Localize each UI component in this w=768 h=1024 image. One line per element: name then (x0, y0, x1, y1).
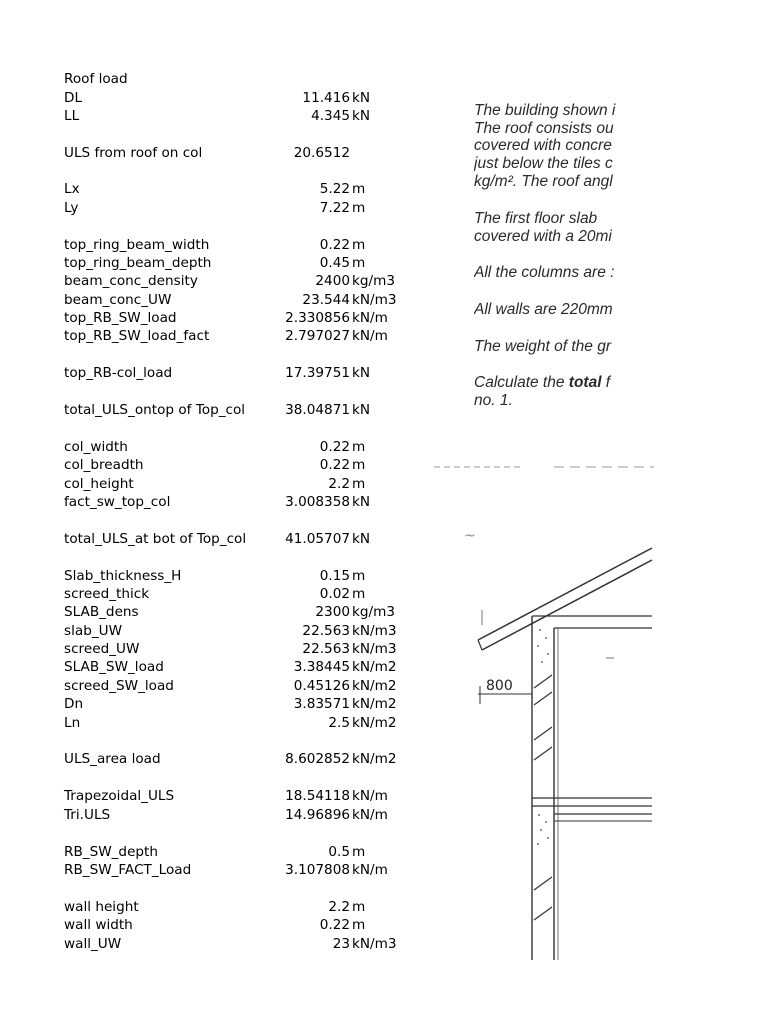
row-unit: m (352, 568, 366, 584)
row-value: 2400 (315, 273, 350, 289)
row-value: 5.22 (319, 181, 350, 197)
row-unit: kN (352, 531, 371, 547)
row-unit: kN/m3 (352, 292, 397, 308)
row-label: RB_SW_depth (64, 844, 159, 860)
row-value: 0.22 (319, 917, 350, 933)
scan-line-calculate: Calculate the total f (474, 374, 611, 391)
row-label: Ly (64, 200, 79, 216)
row-label: Lx (64, 181, 80, 197)
scan-line: All walls are 220mm (474, 301, 613, 318)
scan-line: The weight of the gr (474, 338, 611, 355)
row-unit: kN/m2 (352, 751, 397, 767)
row-value: 0.22 (319, 237, 350, 253)
calc-row (0, 640, 420, 658)
row-label: Trapezoidal_ULS (64, 788, 175, 804)
row-unit: kN (352, 108, 371, 124)
row-label: top_ring_beam_width (64, 237, 210, 253)
scan-line: The building shown i (474, 102, 616, 119)
row-value: 0.02 (319, 586, 350, 602)
calc-row (0, 272, 420, 290)
row-label: SLAB_SW_load (64, 659, 164, 675)
calc-row (0, 806, 420, 824)
row-value: 0.22 (319, 439, 350, 455)
calc-row (0, 309, 420, 327)
row-label: Roof load (64, 71, 128, 87)
calc-row (0, 603, 420, 621)
row-unit: m (352, 237, 366, 253)
row-unit: kN/m2 (352, 678, 397, 694)
row-label: total_ULS_ontop of Top_col (64, 402, 246, 418)
row-label: col_height (64, 476, 134, 492)
row-value: 2.5 (328, 715, 350, 731)
row-label: total_ULS_at bot of Top_col (64, 531, 247, 547)
row-label: LL (64, 108, 80, 124)
row-value: 22.563 (302, 623, 350, 639)
row-unit: m (352, 439, 366, 455)
row-label: beam_conc_density (64, 273, 198, 289)
row-unit: kN/m (352, 788, 388, 804)
row-value: 17.39751 (285, 365, 350, 381)
row-unit: m (352, 899, 366, 915)
row-value: 0.45126 (293, 678, 350, 694)
scan-line: The roof consists ou (474, 120, 614, 137)
row-unit: kN (352, 90, 371, 106)
row-unit: m (352, 200, 366, 216)
row-unit: m (352, 457, 366, 473)
row-value: 2.2 (328, 476, 350, 492)
dimension-label: 800 (486, 678, 513, 694)
row-value: 22.563 (302, 641, 350, 657)
row-unit: kN/m2 (352, 696, 397, 712)
row-value: 0.15 (319, 568, 350, 584)
calc-row (0, 567, 420, 585)
scan-line: All the columns are : (474, 264, 615, 281)
row-label: top_RB_SW_load_fact (64, 328, 210, 344)
row-value: 11.416 (302, 90, 350, 106)
row-value: 18.54118 (285, 788, 350, 804)
row-label: fact_sw_top_col (64, 494, 171, 510)
row-value: 20.6512 (293, 145, 350, 161)
scan-line: kg/m². The roof angl (474, 173, 613, 190)
row-unit: kN/m (352, 807, 388, 823)
row-unit: m (352, 917, 366, 933)
row-label: Ln (64, 715, 81, 731)
row-value: 23.544 (302, 292, 350, 308)
row-value: 38.04871 (285, 402, 350, 418)
calc-row (0, 695, 420, 713)
row-label: top_RB_SW_load (64, 310, 177, 326)
calc-row (0, 180, 420, 198)
calc-row (0, 750, 420, 768)
row-label: top_ring_beam_depth (64, 255, 212, 271)
calc-row (0, 622, 420, 640)
row-unit: kN/m3 (352, 936, 397, 952)
row-unit: m (352, 586, 366, 602)
row-label: wall_UW (64, 936, 122, 952)
row-value: 4.345 (311, 108, 350, 124)
calc-row (0, 70, 420, 88)
building-section-sketch (434, 450, 654, 960)
calc-row (0, 916, 420, 934)
row-unit: kN/m (352, 310, 388, 326)
calc-row (0, 787, 420, 805)
row-label: col_breadth (64, 457, 144, 473)
row-label: Dn (64, 696, 84, 712)
row-value: 3.107808 (285, 862, 350, 878)
calc-row (0, 327, 420, 345)
row-value: 3.38445 (293, 659, 350, 675)
scan-line: covered with a 20mi (474, 228, 612, 245)
row-label: beam_conc_UW (64, 292, 172, 308)
calc-row (0, 456, 420, 474)
calc-row (0, 144, 420, 162)
row-label: Slab_thickness_H (64, 568, 182, 584)
row-unit: kN/m3 (352, 623, 397, 639)
row-unit: m (352, 476, 366, 492)
row-label: col_width (64, 439, 128, 455)
calc-row (0, 935, 420, 953)
scan-line: no. 1. (474, 392, 513, 409)
calc-row (0, 658, 420, 676)
scan-line: covered with concre (474, 137, 612, 154)
row-value: 2.797027 (285, 328, 350, 344)
calc-row (0, 861, 420, 879)
row-unit: kN (352, 494, 371, 510)
row-unit: kN/m2 (352, 715, 397, 731)
row-value: 7.22 (319, 200, 350, 216)
row-value: 0.22 (319, 457, 350, 473)
calc-row (0, 236, 420, 254)
row-value: 0.45 (319, 255, 350, 271)
row-unit: kN/m (352, 328, 388, 344)
row-value: 0.5 (328, 844, 350, 860)
row-label: RB_SW_FACT_Load (64, 862, 192, 878)
row-label: DL (64, 90, 83, 106)
calc-row (0, 401, 420, 419)
calc-row (0, 438, 420, 456)
row-value: 3.008358 (285, 494, 350, 510)
row-label: wall width (64, 917, 133, 933)
row-label: SLAB_dens (64, 604, 139, 620)
row-unit: kN/m2 (352, 659, 397, 675)
scan-line: The first floor slab (474, 210, 598, 227)
row-value: 2300 (315, 604, 350, 620)
row-label: slab_UW (64, 623, 123, 639)
row-unit: kN/m3 (352, 641, 397, 657)
row-unit: kg/m3 (352, 273, 395, 289)
row-value: 2.330856 (285, 310, 350, 326)
calc-row (0, 475, 420, 493)
row-unit: m (352, 255, 366, 271)
calc-row (0, 493, 420, 511)
calc-row (0, 199, 420, 217)
row-unit: m (352, 844, 366, 860)
calc-row (0, 89, 420, 107)
row-value: 23 (332, 936, 350, 952)
row-unit: kN (352, 402, 371, 418)
calc-row (0, 898, 420, 916)
row-label: screed_SW_load (64, 678, 174, 694)
calc-row (0, 677, 420, 695)
row-label: screed_UW (64, 641, 140, 657)
calc-row (0, 364, 420, 382)
row-value: 8.602852 (285, 751, 350, 767)
row-unit: kg/m3 (352, 604, 395, 620)
calc-row (0, 714, 420, 732)
row-value: 41.05707 (285, 531, 350, 547)
row-label: screed_thick (64, 586, 150, 602)
row-unit: kN/m (352, 862, 388, 878)
scan-line: just below the tiles c (474, 155, 613, 172)
row-value: 3.83571 (293, 696, 350, 712)
row-label: ULS from roof on col (64, 145, 203, 161)
row-value: 14.96896 (285, 807, 350, 823)
calc-row (0, 530, 420, 548)
row-label: ULS_area load (64, 751, 161, 767)
svg-text:~: ~ (464, 528, 476, 544)
calc-row (0, 291, 420, 309)
row-value: 2.2 (328, 899, 350, 915)
row-label: Tri.ULS (64, 807, 111, 823)
row-label: wall height (64, 899, 139, 915)
calc-row (0, 585, 420, 603)
row-unit: m (352, 181, 366, 197)
calc-row (0, 254, 420, 272)
calc-row (0, 107, 420, 125)
calc-row (0, 843, 420, 861)
row-unit: kN (352, 365, 371, 381)
row-label: top_RB-col_load (64, 365, 173, 381)
